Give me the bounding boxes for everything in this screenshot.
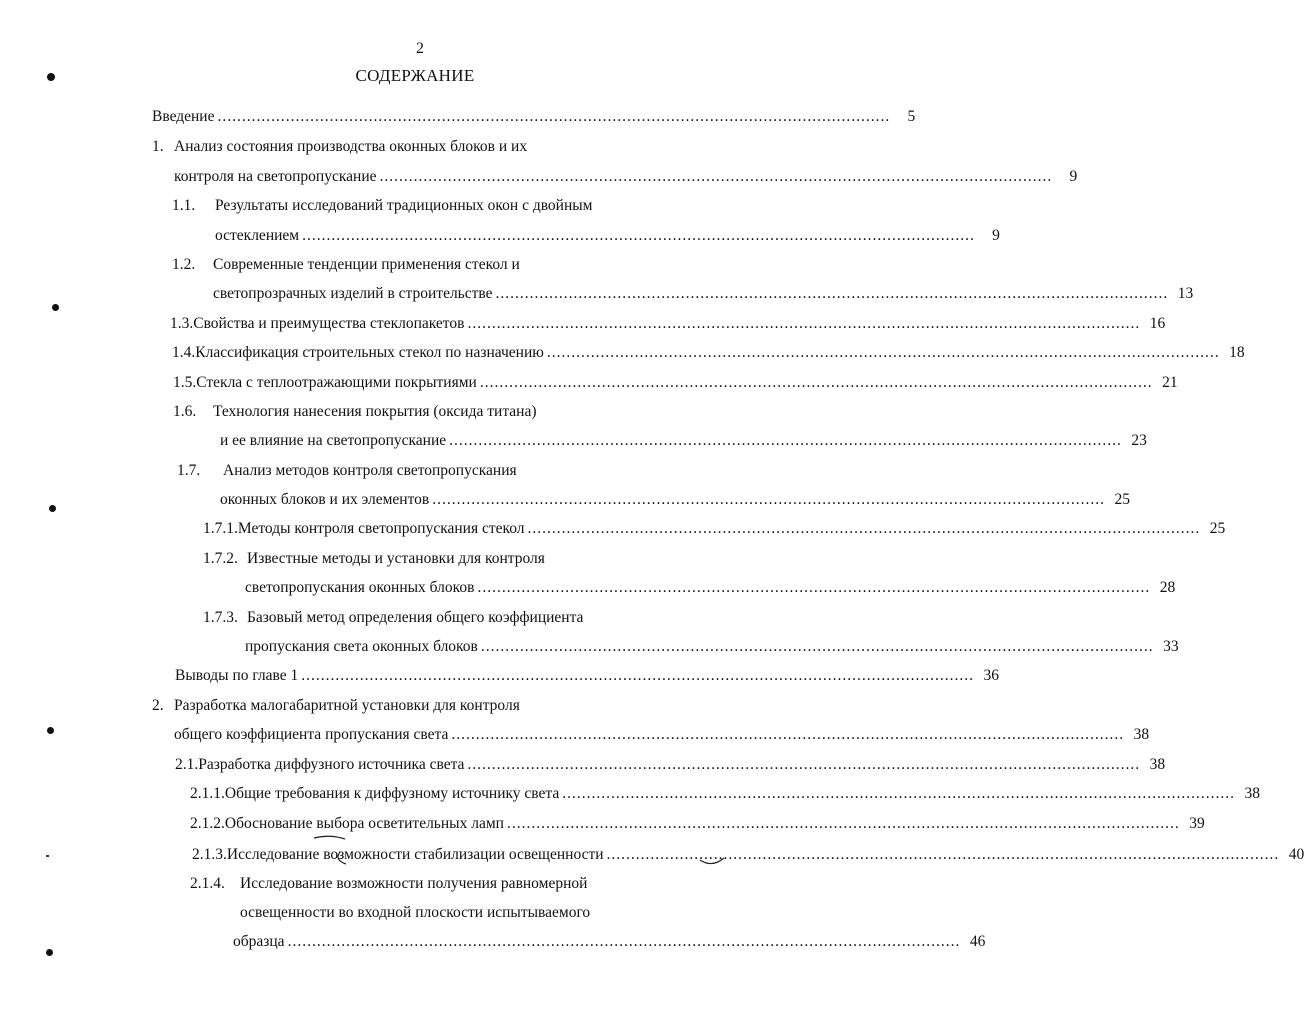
- margin-speck-mark: [46, 855, 49, 857]
- toc-leader-dots: ..........................................................................................................................................: [480, 638, 1154, 655]
- toc-leader-dots: ..........................................................................................................................................: [449, 432, 1122, 449]
- toc-leader-dots: ..........................................................................................................................................: [287, 933, 961, 950]
- toc-entry-chapter-1: [152, 137, 527, 157]
- toc-entry-page: 21: [1162, 374, 1178, 391]
- toc-entry-number: 1.4.: [172, 344, 196, 361]
- toc-entry-text: Методы контроля светопропускания стекол: [237, 520, 525, 537]
- toc-entry-number: 1.7.1.: [203, 520, 238, 537]
- margin-bullet-mark: [47, 73, 55, 81]
- toc-entry-text: Общие требования к диффузному источнику света: [224, 785, 560, 802]
- margin-bullet-mark: [49, 505, 56, 512]
- toc-entry-text: Классификация строительных стекол по назначению: [195, 344, 544, 361]
- toc-entry-text: Базовый метод определения общего коэффициента: [247, 609, 584, 626]
- toc-leader-dots: ..........................................................................................................................................: [217, 108, 891, 125]
- toc-entry-chapter-2: [152, 696, 520, 716]
- toc-leader-dots: ..........................................................................................................................................: [301, 667, 975, 684]
- toc-entry-page: 33: [1163, 638, 1179, 655]
- toc-entry-page: 25: [1209, 520, 1226, 537]
- toc-entry-2-1-2: [190, 814, 1205, 834]
- toc-entry-chapter-1-conclusions: [175, 666, 1000, 686]
- toc-entry-number: 2.1.2.: [190, 815, 225, 832]
- toc-entry-1-7-1: [203, 519, 1226, 539]
- toc-entry-2-1-3: [192, 845, 1304, 865]
- toc-entry-number: 2.: [152, 697, 164, 714]
- toc-entry-text: остеклением: [215, 227, 300, 244]
- toc-entry-1-7-3: [203, 608, 583, 628]
- toc-entry-number: 1.3.: [170, 315, 194, 332]
- toc-leader-dots: ..........................................................................................................................................: [606, 846, 1280, 863]
- margin-bullet-mark: [46, 949, 53, 956]
- page-number: 2: [416, 40, 424, 57]
- toc-entry-number: 2.1.1.: [190, 785, 225, 802]
- toc-leader-dots: ..........................................................................................................................................: [477, 579, 1151, 596]
- toc-entry-text: Анализ методов контроля светопропускания: [223, 462, 517, 479]
- toc-entry-2-1: [175, 755, 1166, 775]
- toc-entry-page: 40: [1288, 846, 1304, 863]
- margin-bullet-mark: [47, 727, 54, 734]
- toc-entry-introduction: [152, 107, 916, 127]
- toc-entry-1-2: [172, 255, 520, 275]
- toc-entry-page: 38: [1149, 756, 1166, 773]
- toc-entry-2-1-4-cont: [240, 903, 590, 923]
- toc-entry-chapter-1-cont: [174, 167, 1078, 187]
- toc-entry-number: 1.1.: [172, 197, 196, 214]
- toc-leader-dots: ..........................................................................................................................................: [495, 285, 1169, 302]
- toc-entry-1-6: [173, 402, 537, 422]
- toc-leader-dots: ..........................................................................................................................................: [527, 520, 1201, 537]
- toc-entry-text: Выводы по главе 1: [175, 667, 299, 684]
- toc-entry-number: 1.: [152, 138, 164, 155]
- toc-entry-page: 18: [1229, 344, 1245, 361]
- toc-entry-page: 25: [1114, 491, 1130, 508]
- toc-entry-text: оконных блоков и их элементов: [220, 491, 430, 508]
- margin-bullet-mark: [52, 304, 59, 311]
- toc-entry-1-7-2-cont: [245, 578, 1176, 598]
- toc-entry-text: светопропускания оконных блоков: [245, 579, 475, 596]
- toc-entry-text: Технология нанесения покрытия (оксида титана): [213, 403, 537, 420]
- toc-entry-text: светопрозрачных изделий в строительстве: [213, 285, 493, 302]
- toc-entry-1-6-cont: [220, 431, 1147, 451]
- toc-entry-page: 9: [1069, 168, 1078, 185]
- toc-entry-1-1: [172, 196, 593, 216]
- toc-leader-dots: ..........................................................................................................................................: [379, 168, 1053, 185]
- toc-entry-page: 5: [907, 108, 916, 125]
- toc-entry-text: Свойства и преимущества стеклопакетов: [193, 315, 465, 332]
- toc-entry-number: 2.1.: [175, 756, 199, 773]
- toc-entry-1-7-2: [203, 549, 545, 569]
- toc-entry-1-7-3-cont: [245, 637, 1179, 657]
- toc-entry-text: контроля на светопропускание: [174, 168, 377, 185]
- toc-entry-page: 13: [1177, 285, 1194, 302]
- toc-entry-number: 1.5.: [173, 374, 197, 391]
- toc-entry-page: 16: [1149, 315, 1166, 332]
- toc-entry-text: Результаты исследований традиционных окон с двойным: [215, 197, 593, 214]
- page-title: СОДЕРЖАНИЕ: [355, 66, 475, 85]
- toc-entry-1-5: [173, 373, 1178, 393]
- toc-leader-dots: ..........................................................................................................................................: [302, 227, 975, 244]
- toc-entry-number: 1.7.2.: [203, 550, 238, 567]
- toc-entry-2-1-4-cont: [233, 932, 986, 952]
- toc-entry-text: Разработка диффузного источника света: [198, 756, 465, 773]
- toc-entry-page: 46: [969, 933, 986, 950]
- toc-entry-text: Анализ состояния производства оконных блоков и их: [174, 138, 528, 155]
- toc-entry-text: и ее влияние на светопропускание: [220, 432, 447, 449]
- toc-leader-dots: ..........................................................................................................................................: [432, 491, 1105, 508]
- toc-entry-text: освещенности во входной плоскости испытываемого: [240, 904, 591, 921]
- toc-entry-page: 36: [983, 667, 1000, 684]
- toc-leader-dots: ..........................................................................................................................................: [506, 815, 1180, 832]
- toc-entry-number: 1.2.: [172, 256, 196, 273]
- toc-entry-page: 23: [1131, 432, 1147, 449]
- toc-entry-1-2-cont: [213, 284, 1194, 304]
- toc-entry-1-4: [172, 343, 1245, 363]
- toc-leader-dots: ..........................................................................................................................................: [467, 756, 1141, 773]
- toc-entry-text: Стекла с теплоотражающими покрытиями: [196, 374, 477, 391]
- toc-entry-page: 38: [1133, 726, 1150, 743]
- toc-entry-text: Известные методы и установки для контроля: [247, 550, 545, 567]
- toc-entry-2-1-4: [190, 874, 587, 894]
- toc-leader-dots: ..........................................................................................................................................: [546, 344, 1220, 361]
- toc-entry-page: 9: [992, 227, 1000, 244]
- toc-leader-dots: ..........................................................................................................................................: [479, 374, 1153, 391]
- toc-entry-1-3: [170, 314, 1166, 334]
- toc-entry-number: 1.6.: [173, 403, 197, 420]
- toc-entry-1-7: [177, 461, 517, 481]
- toc-entry-text: Обоснование выбора осветительных ламп: [224, 815, 504, 832]
- toc-entry-1-1-cont: [215, 226, 1000, 246]
- toc-entry-page: 38: [1244, 785, 1261, 802]
- toc-entry-text: пропускания света оконных блоков: [245, 638, 478, 655]
- toc-entry-2-1-1: [190, 784, 1261, 804]
- toc-entry-page: 28: [1159, 579, 1176, 596]
- toc-leader-dots: ..........................................................................................................................................: [562, 785, 1236, 802]
- toc-entry-number: 1.7.: [177, 462, 201, 479]
- toc-entry-text: Современные тенденции применения стекол и: [213, 256, 520, 273]
- toc-entry-number: 2.1.4.: [190, 875, 225, 892]
- toc-entry-text: Исследование возможности получения равномерной: [240, 875, 588, 892]
- toc-entry-1-7-cont: [220, 490, 1130, 510]
- toc-leader-dots: ..........................................................................................................................................: [451, 726, 1125, 743]
- toc-entry-text: образца: [233, 933, 285, 950]
- toc-entry-page: 39: [1189, 815, 1205, 832]
- toc-entry-chapter-2-cont: [174, 725, 1150, 745]
- toc-entry-number: 1.7.3.: [203, 609, 238, 626]
- toc-entry-text: Исследование возможности стабилизации освещенности: [226, 846, 604, 863]
- toc-entry-text: общего коэффициента пропускания света: [174, 726, 449, 743]
- toc-leader-dots: ..........................................................................................................................................: [467, 315, 1141, 332]
- toc-entry-text: Разработка малогабаритной установки для контроля: [174, 697, 520, 714]
- toc-entry-text: Введение: [152, 108, 215, 125]
- toc-entry-number: 2.1.3.: [192, 846, 227, 863]
